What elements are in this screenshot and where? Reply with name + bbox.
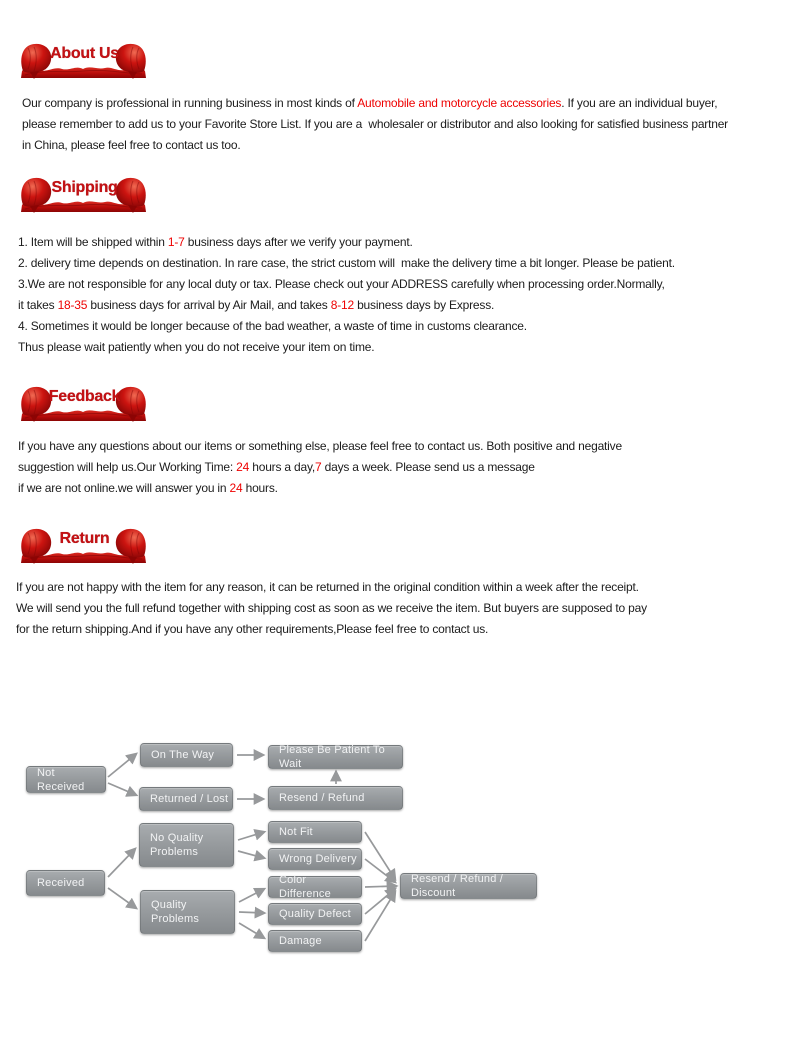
section-title: Feedback	[48, 388, 121, 405]
text-segment: business days after we verify your payment.	[184, 235, 413, 249]
flow-box-label: Color Difference	[279, 874, 331, 900]
section-title: Shipping	[51, 179, 118, 196]
flow-box-on-the-way	[140, 743, 233, 767]
section-title: About Us	[50, 45, 119, 62]
flow-box-label: Not Fit	[279, 826, 313, 838]
flow-box-please-be-patient	[268, 745, 403, 769]
text-segment: hours.	[242, 481, 278, 495]
flow-box-resend-refund	[268, 786, 403, 810]
text-segment: We will send you the full refund together with shipping cost as soon as we receive the item. But buyers are supposed to pay	[16, 601, 647, 615]
text-segment: Our company is professional in running business in most kinds of	[22, 96, 358, 110]
flow-box-label: Received	[37, 877, 85, 889]
flow-arrow	[108, 888, 136, 908]
text-segment: If you are not happy with the item for any reason, it can be returned in the original condition within a week after the receipt.	[16, 580, 639, 594]
text-segment: please remember to add us to your Favorite Store List. If you are a wholesaler or distributor and also looking for satisfied business partner	[22, 117, 728, 131]
highlight-text: 8-12	[330, 298, 354, 312]
flow-arrow	[239, 912, 264, 913]
highlight-text: 18-35	[57, 298, 88, 312]
flow-arrow	[238, 832, 264, 840]
flow-box-label: Returned / Lost	[150, 793, 229, 805]
flow-box-resend-refund-discount	[400, 873, 537, 899]
flow-box-label: Quality Problems	[151, 899, 200, 925]
text-segment: it takes	[18, 298, 58, 312]
text-segment: Thus please wait patiently when you do not receive your item on time.	[18, 340, 375, 354]
text-segment: 2. delivery time depends on destination. In rare case, the strict custom will make the delivery time a bit longer. Please be patient.	[18, 256, 675, 270]
text-segment: days a week. Please send us a message	[321, 460, 535, 474]
flow-box-color-difference	[268, 876, 362, 898]
text-segment: 3.We are not responsible for any local duty or tax. Please check out your ADDRESS carefully when processing order.Normally,	[18, 277, 665, 291]
flow-box-not-fit	[268, 821, 362, 843]
flow-box-label: Damage	[279, 935, 322, 947]
flow-arrow	[365, 889, 395, 914]
flow-box-damage	[268, 930, 362, 952]
flow-box-label: Not Received	[37, 766, 85, 793]
flow-box-label: Resend / Refund	[279, 792, 365, 804]
flow-box-received	[26, 870, 105, 896]
flow-box-not-received	[26, 766, 106, 793]
highlight-text: Automobile and motorcycle accessories	[357, 96, 562, 110]
text-segment: if we are not online.we will answer you in	[18, 481, 230, 495]
flow-box-label: Resend / Refund / Discount	[411, 873, 504, 899]
flow-arrow	[239, 889, 264, 902]
text-segment: 1. Item will be shipped within	[18, 235, 168, 249]
text-segment: . If you are an individual buyer,	[561, 96, 718, 110]
flow-arrow	[108, 783, 136, 795]
flow-box-no-quality-problems	[139, 823, 234, 867]
flow-arrow	[239, 923, 264, 938]
text-segment: in China, please feel free to contact us too.	[22, 138, 241, 152]
flow-box-label: Please Be Patient To Wait	[279, 744, 385, 770]
flow-box-quality-problems	[140, 890, 235, 934]
flow-box-returned-lost	[139, 787, 233, 811]
text-segment: suggestion will help us.Our Working Time:	[18, 460, 237, 474]
text-segment: hours a day,	[249, 460, 315, 474]
flow-arrow	[365, 832, 395, 879]
text-segment: business days by Express.	[353, 298, 495, 312]
text-segment: for the return shipping.And if you have any other requirements,Please feel free to contact us.	[16, 622, 489, 636]
flow-box-quality-defect	[268, 903, 362, 925]
flow-arrow	[365, 892, 395, 941]
highlight-text: 24	[236, 460, 250, 474]
flow-box-label: Wrong Delivery	[279, 853, 357, 865]
flow-box-label: Quality Defect	[279, 908, 351, 920]
flow-arrow	[108, 849, 135, 877]
text-segment: 4. Sometimes it would be longer because of the bad weather, a waste of time in customs clearance.	[18, 319, 527, 333]
text-segment: business days for arrival by Air Mail, and takes	[87, 298, 331, 312]
flow-box-label: No Quality Problems	[150, 832, 204, 858]
highlight-text: 1-7	[167, 235, 185, 249]
flow-box-label: On The Way	[151, 749, 215, 761]
text-segment: If you have any questions about our items or something else, please feel free to contact us. Both positive and negative	[18, 439, 622, 453]
flow-arrow	[108, 754, 136, 777]
highlight-text: 7	[315, 460, 322, 474]
section-title: Return	[59, 530, 110, 547]
highlight-text: 24	[229, 481, 243, 495]
flow-arrow	[238, 851, 264, 858]
flow-arrow	[365, 886, 396, 887]
flow-box-wrong-delivery	[268, 848, 362, 870]
